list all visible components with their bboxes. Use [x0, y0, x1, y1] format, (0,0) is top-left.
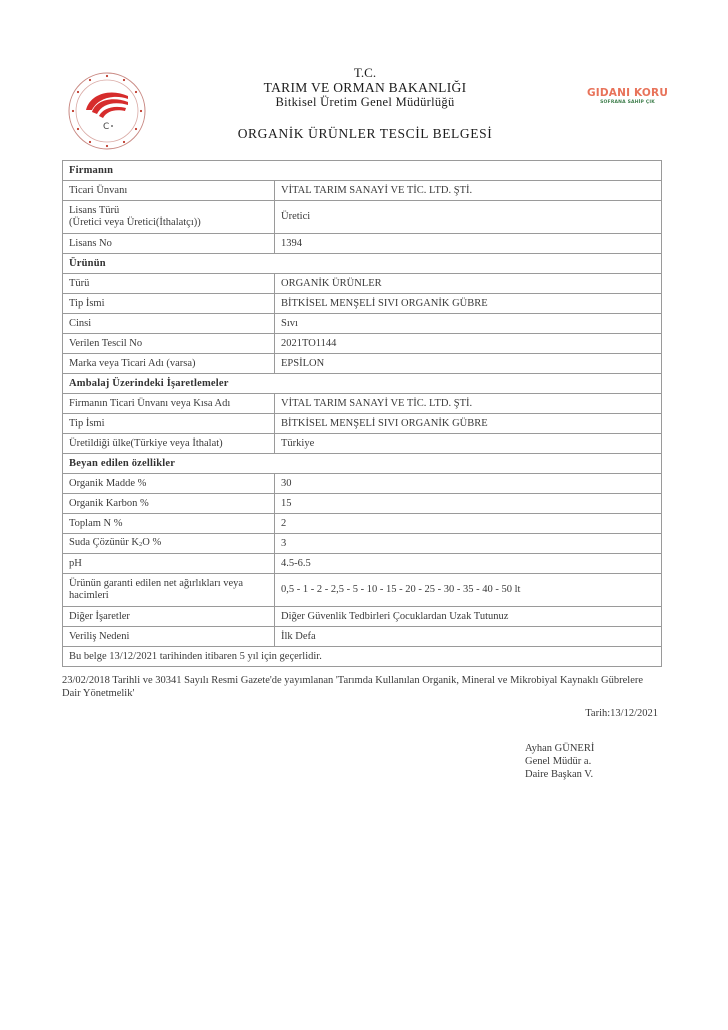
signatory-title-1: Genel Müdür a. [525, 756, 592, 767]
table-row [63, 314, 662, 334]
table-row [63, 414, 662, 434]
table-row [63, 607, 662, 627]
row-label: Tip İsmi [63, 294, 275, 314]
row-value: Diğer Güvenlik Tedbirleri Çocuklardan Uzak Tutunuz [275, 607, 662, 627]
table-row [63, 574, 662, 607]
signatory-title-2: Daire Başkan V. [525, 769, 594, 780]
row-value: ORGANİK ÜRÜNLER [275, 274, 662, 294]
row-label: Firmanın Ticari Ünvanı veya Kısa Adı [63, 394, 275, 414]
ministry-seal [62, 66, 152, 156]
row-label [63, 201, 275, 234]
table-row [63, 534, 662, 554]
signatory-name: Ayhan GÜNERİ [525, 743, 595, 754]
row-value: 2 [275, 514, 662, 534]
table-row [63, 201, 662, 234]
gidani-koru-logo [585, 88, 670, 106]
section-title: Ambalaj Üzerindeki İşaretlemeler [63, 374, 662, 394]
row-label: Toplam N % [63, 514, 275, 534]
row-label: Diğer İşaretler [63, 607, 275, 627]
row-value: BİTKİSEL MENŞELİ SIVI ORGANİK GÜBRE [275, 414, 662, 434]
row-value: 30 [275, 474, 662, 494]
row-label-subscript: 2 [139, 540, 143, 548]
row-label-suffix: O % [142, 536, 162, 548]
document-header [200, 66, 530, 142]
table-row [63, 294, 662, 314]
row-value: İlk Defa [275, 627, 662, 647]
table-row [63, 554, 662, 574]
row-label: Türü [63, 274, 275, 294]
table-row [63, 434, 662, 454]
row-label: Organik Karbon % [63, 494, 275, 514]
ministry-seal-icon [62, 66, 152, 156]
row-value: 15 [275, 494, 662, 514]
row-label: pH [63, 554, 275, 574]
row-label-line1: Lisans Türü [69, 205, 120, 216]
row-value: Üretici [275, 201, 662, 234]
row-label [63, 534, 275, 554]
row-label-line2: (Üretici veya Üretici(İthalatçı)) [69, 217, 201, 228]
table-row [63, 514, 662, 534]
regulation-reference: 23/02/2018 Tarihli ve 30341 Sayılı Resmi Gazete'de yayımlanan 'Tarımda Kullanılan Organik, Mineral ve Mikrobiyal Kaynaklı Gübrelere Dair Yönetmelik' [62, 675, 644, 699]
row-label: Veriliş Nedeni [63, 627, 275, 647]
header-ministry: TARIM VE ORMAN BAKANLIĞI [263, 80, 467, 95]
row-value: VİTAL TARIM SANAYİ VE TİC. LTD. ŞTİ. [275, 394, 662, 414]
row-value: VİTAL TARIM SANAYİ VE TİC. LTD. ŞTİ. [275, 181, 662, 201]
row-label: Verilen Tescil No [63, 334, 275, 354]
row-value: Sıvı [275, 314, 662, 334]
row-label: Üretildiği ülke(Türkiye veya İthalat) [63, 434, 275, 454]
row-value: EPSİLON [275, 354, 662, 374]
row-label: Ürünün garanti edilen net ağırlıkları veya hacimleri [63, 574, 275, 607]
section-firm [63, 161, 662, 181]
section-packaging [63, 374, 662, 394]
section-title: Ürünün [63, 254, 662, 274]
section-title: Firmanın [63, 161, 662, 181]
row-value: 3 [275, 534, 662, 554]
section-declared [63, 454, 662, 474]
certificate-table [62, 160, 662, 667]
table-row [63, 274, 662, 294]
row-label: Tip İsmi [63, 414, 275, 434]
table-row [63, 394, 662, 414]
header-department: Bitkisel Üretim Genel Müdürlüğü [275, 95, 455, 109]
row-value: Türkiye [275, 434, 662, 454]
section-product [63, 254, 662, 274]
table-row [63, 474, 662, 494]
table-row [63, 334, 662, 354]
row-value: 1394 [275, 234, 662, 254]
logo-tagline: SOFRANA SAHİP ÇIK [600, 100, 655, 105]
row-label: Cinsi [63, 314, 275, 334]
section-title: Beyan edilen özellikler [63, 454, 662, 474]
document-title: ORGANİK ÜRÜNLER TESCİL BELGESİ [237, 126, 493, 141]
row-label: Ticari Ünvanı [63, 181, 275, 201]
table-row [63, 234, 662, 254]
row-value: 0,5 - 1 - 2 - 2,5 - 5 - 10 - 15 - 20 - 25 - 30 - 35 - 40 - 50 lt [275, 574, 662, 607]
table-row [63, 627, 662, 647]
table-row [63, 494, 662, 514]
row-label: Marka veya Ticari Adı (varsa) [63, 354, 275, 374]
row-label-prefix: Suda Çözünür K [69, 536, 139, 548]
row-label: Lisans No [63, 234, 275, 254]
row-value: BİTKİSEL MENŞELİ SIVI ORGANİK GÜBRE [275, 294, 662, 314]
validity-text: Bu belge 13/12/2021 tarihinden itibaren 5 yıl için geçerlidir. [63, 647, 662, 667]
logo-brand: GIDANI KORU [586, 87, 669, 99]
table-row [63, 181, 662, 201]
issue-date: Tarih:13/12/2021 [585, 708, 658, 719]
table-row [63, 354, 662, 374]
validity-row [63, 647, 662, 667]
row-value: 4.5-6.5 [275, 554, 662, 574]
row-label: Organik Madde % [63, 474, 275, 494]
row-value: 2021TO1144 [275, 334, 662, 354]
header-tc: T.C. [353, 65, 377, 80]
signature-block [525, 742, 594, 781]
svg-text:C: C [103, 122, 110, 132]
